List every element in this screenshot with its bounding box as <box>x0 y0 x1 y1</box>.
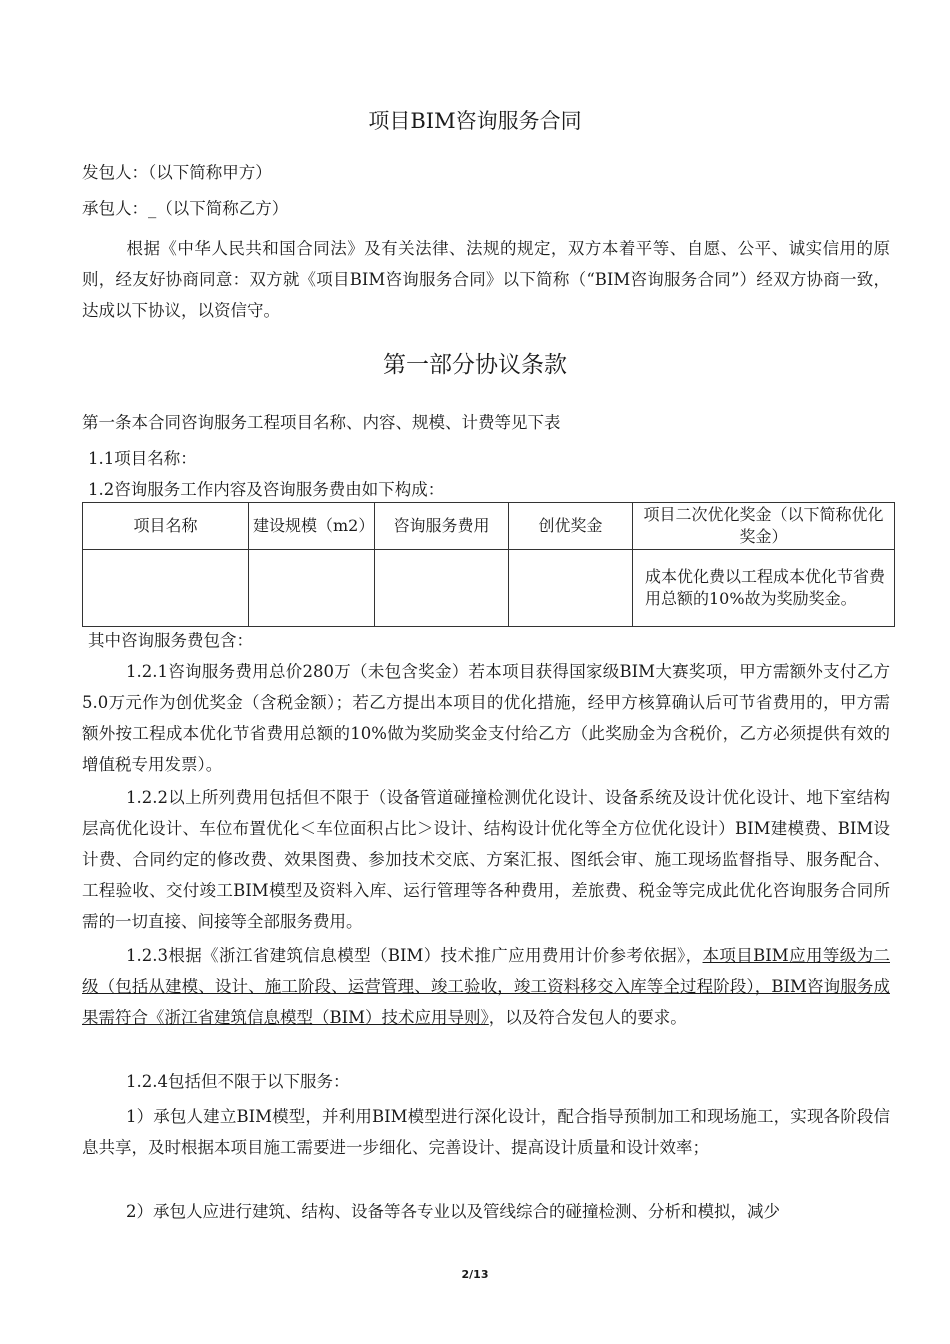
header-service-fee: 咨询服务费用 <box>375 503 509 550</box>
item-1-2: 1.2咨询服务工作内容及咨询服务费由如下构成： <box>88 480 445 499</box>
clause-1: 第一条本合同咨询服务工程项目名称、内容、规模、计费等见下表 <box>82 413 561 432</box>
intro-paragraph <box>82 233 890 326</box>
party-a-line: 发包人：（以下简称甲方） <box>82 163 272 182</box>
header-optimization-bonus: 项目二次优化奖金（以下简称优化奖金） <box>633 503 895 550</box>
contract-title: 项目BIM咨询服务合同 <box>368 109 582 133</box>
text-1-2-4: 1.2.4包括但不限于以下服务： <box>126 1072 350 1091</box>
paragraph-1-2-4 <box>82 1066 890 1097</box>
text-1-2-3-underlined: 本项目BIM应用等级为二级（包括从建模、设计、施工阶段、运营管理、竣工验收，竣工资料移交入库等全过程阶段），BIM咨询服务成果需符合《浙江省建筑信息模型（BIM）技术应用导则》 <box>82 946 890 1027</box>
cell-project-name <box>83 550 249 627</box>
header-project-name: 项目名称 <box>83 503 249 550</box>
cell-service-fee <box>375 550 509 627</box>
cell-scale <box>249 550 375 627</box>
party-b-line: 承包人：_（以下简称乙方） <box>82 199 289 218</box>
intro-text: 根据《中华人民共和国合同法》及有关法律、法规的规定，双方本着平等、自愿、公平、诚实信用的原则，经友好协商同意：双方就《项目BIM咨询服务合同》以下简称（“BIM咨询服务合同”）经双方协商一致，达成以下协议，以资信守。 <box>82 239 890 320</box>
text-1-2-3-b: ，以及符合发包人的要求。 <box>488 1008 687 1027</box>
paragraph-1-2-1 <box>82 656 890 780</box>
header-scale: 建设规模（m2） <box>249 503 375 550</box>
header-excellence-bonus: 创优奖金 <box>509 503 633 550</box>
service-item-1-text: 1）承包人建立BIM模型，并利用BIM模型进行深化设计，配合指导预制加工和现场施工，实现各阶段信息共享，及时根据本项目施工需要进一步细化、完善设计、提高设计质量和设计效率； <box>82 1107 890 1157</box>
section-title: 第一部分协议条款 <box>383 352 567 378</box>
fee-includes: 其中咨询服务费包含： <box>88 631 253 650</box>
service-item-2-text: 2）承包人应进行建筑、结构、设备等各专业以及管线综合的碰撞检测、分析和模拟，减少 <box>126 1202 780 1221</box>
text-1-2-2: 1.2.2以上所列费用包括但不限于（设备管道碰撞检测优化设计、设备系统及设计优化设计、地下室结构层高优化设计、车位布置优化＜车位面积占比＞设计、结构设计优化等全方位优化设计）BIM建模费、BIM设计费、合同约定的修改费、效果图费、参加技术交底、方案汇报、图纸会审、施工现场监督指导、服务配合、工程验收、交付竣工BIM模型及资料入库、运行管理等各种费用，差旅费、税金等完成此优化咨询服务合同所需的一切直接、间接等全部服务费用。 <box>82 788 890 931</box>
service-item-2 <box>82 1196 890 1227</box>
service-item-1 <box>82 1101 890 1163</box>
cell-excellence-bonus <box>509 550 633 627</box>
table-row <box>83 550 895 627</box>
fee-table <box>82 502 895 627</box>
paragraph-1-2-3 <box>82 940 890 1033</box>
text-1-2-3-a: 1.2.3根据《浙江省建筑信息模型（BIM）技术推广应用费用计价参考依据》， <box>126 946 703 965</box>
text-1-2-1: 1.2.1咨询服务费用总价280万（未包含奖金）若本项目获得国家级BIM大赛奖项，甲方需额外支付乙方5.0万元作为创优奖金（含税金额）；若乙方提出本项目的优化措施，经甲方核算确认后可节省费用的，甲方需额外按工程成本优化节省费用总额的10%做为奖励奖金支付给乙方（此奖励金为含税价，乙方必须提供有效的增值税专用发票）。 <box>82 662 890 774</box>
page-number: 2/13 <box>461 1268 489 1281</box>
paragraph-1-2-2 <box>82 782 890 937</box>
cell-optimization-bonus: 成本优化费以工程成本优化节省费用总额的10%故为奖励奖金。 <box>633 550 895 627</box>
item-1-1: 1.1项目名称： <box>88 449 197 468</box>
table-header-row <box>83 503 895 550</box>
